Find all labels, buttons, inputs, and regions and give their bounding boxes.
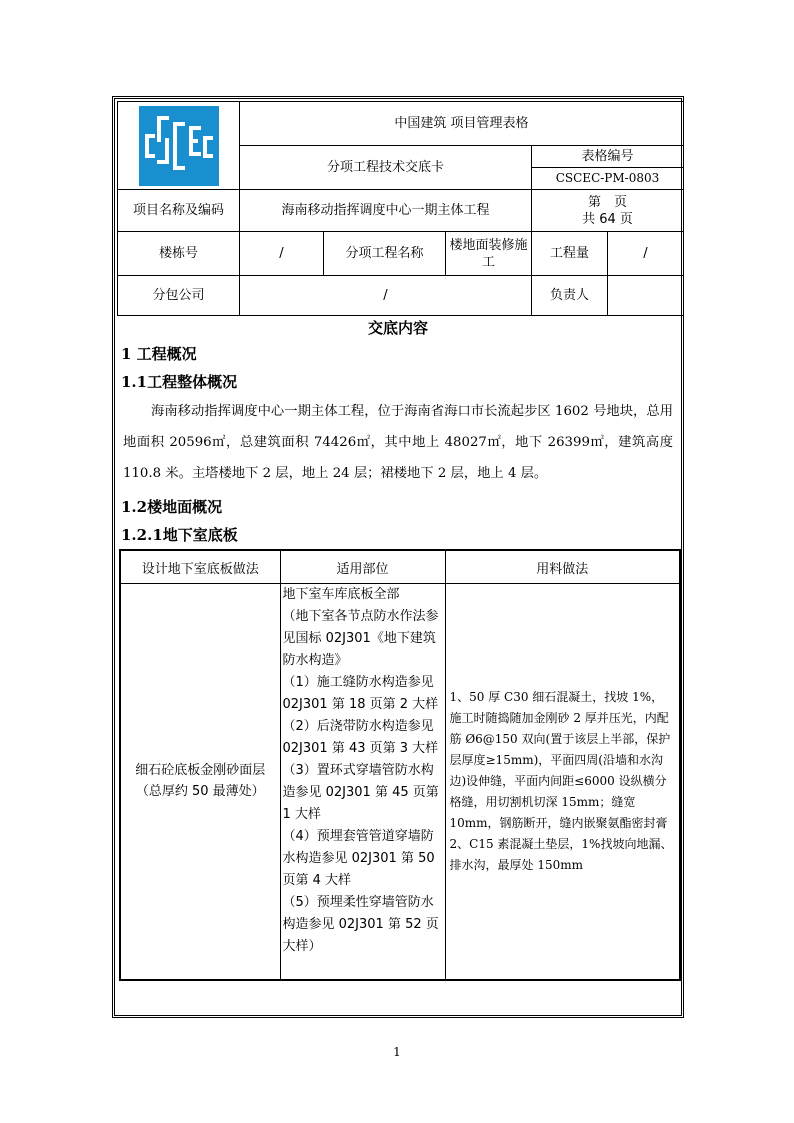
page-number: 1 [393,1045,401,1059]
building-value: / [240,232,324,276]
subcontractor-label: 分包公司 [118,276,240,316]
content-title: 交底内容 [367,319,428,337]
logo-cell [118,102,240,190]
person-value [608,276,684,316]
project-name: 海南移动指挥调度中心一期主体工程 [240,190,532,232]
heading-1-2-1: 1.2.1地下室底板 [121,526,238,544]
overview-paragraph: 海南移动指挥调度中心一期主体工程，位于海南省海口市长流起步区 1602 号地块，总用地面积 20596㎡，总建筑面积 74426㎡，其中地上 48027㎡，地下 26399㎡，建筑高度 110.8 米。主塔楼地下 2 层，地上 24 层；裙楼地下 2 层，地上 4 层。 [123,404,673,481]
cell-location: 地下室车库底板全部 （地下室各节点防水作法参见国标 02J301《地下建筑防水构造》 （1）施工缝防水构造参见 02J301 第 18 页第 2 大样 （2）后浇带防水构造参见 02J301 第 43 页第 3 大样 （3）置环式穿墙管防水构造参见 02J301 第 45 页第 1 大样 （4）预埋套管管道穿墙防水构造参见 02J301 第 50 页第 4 大样 （5）预埋柔性穿墙管防水构造参见 02J301 第 52 页大样） [280,584,445,980]
form-no: CSCEC-PM-0803 [532,168,684,190]
subcontractor-value: / [240,276,532,316]
page-info [532,190,684,232]
form-no-label: 表格编号 [532,146,684,168]
building-label: 楼栋号 [118,232,240,276]
table-row [120,584,680,980]
header-table [117,101,684,316]
company-title: 中国建筑 项目管理表格 [240,102,684,146]
subitem-value: 楼地面装修施工 [446,232,532,276]
document-page [112,96,684,1018]
person-label: 负责人 [532,276,608,316]
cell-material: 1、50 厚 C30 细石混凝土，找坡 1%，施工时随捣随加金刚砂 2 厚并压光，内配筋 Ø6@150 双向(置于该层上半部，保护层厚度≥15mm)，平面四周(沿墙和水沟边)设伸缝，平面内间距≤6000 设纵横分格缝，用切割机切深 15mm；缝宽 10mm，钢筋断开，缝内嵌聚氨酯密封膏 2、C15 素混凝土垫层，1%找坡向地漏、排水沟，最厚处 150mm [445,584,680,980]
cscec-logo-icon [139,106,219,186]
table-header-material: 用料做法 [445,550,680,584]
heading-1: 1 工程概况 [121,345,197,363]
heading-1-2: 1.2楼地面概况 [121,498,223,516]
cell-method: 细石砼底板金刚砂面层（总厚约 50 最薄处） [120,584,280,980]
heading-1-1: 1.1工程整体概况 [121,373,238,391]
table-header-location: 适用部位 [280,550,445,584]
quantity-value: / [608,232,684,276]
total-pages: 共 64 页 [582,211,633,227]
table-header-method: 设计地下室底板做法 [120,550,280,584]
page-label: 第 页 [587,194,627,210]
card-title: 分项工程技术交底卡 [240,146,532,190]
floor-spec-table [119,549,681,981]
subitem-label: 分项工程名称 [324,232,446,276]
quantity-label: 工程量 [532,232,608,276]
project-label: 项目名称及编码 [118,190,240,232]
